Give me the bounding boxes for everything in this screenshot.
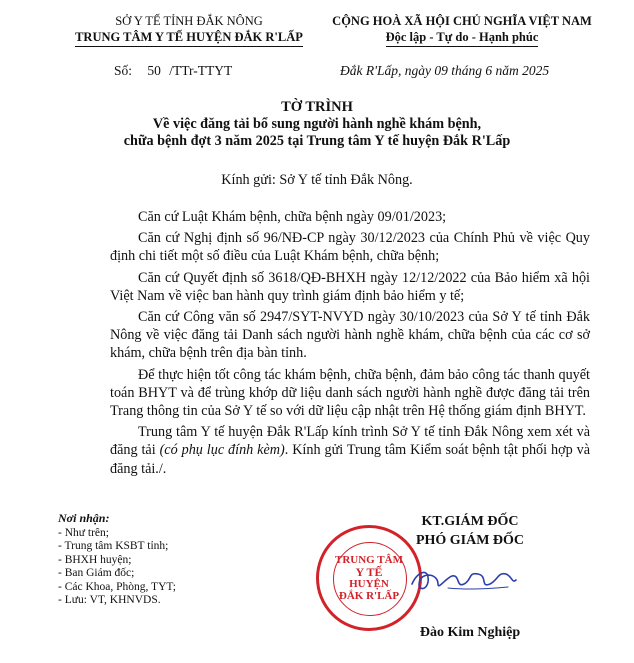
paragraph-6 xyxy=(110,423,590,478)
parent-agency: SỞ Y TẾ TỈNH ĐẮK NÔNG xyxy=(115,14,263,28)
subtitle-line-2: chữa bệnh đợt 3 năm 2025 tại Trung tâm Y tế huyện Đắk R'Lấp xyxy=(123,133,511,149)
recipient-item: - Các Khoa, Phòng, TYT; xyxy=(58,580,176,593)
paragraph-5: Để thực hiện tốt công tác khám bệnh, chữa bệnh, đảm bảo công tác thanh quyết toán BHYT và để trùng khớp dữ liệu danh sách người hành nghề được đăng tải trên Trang thông tin của Sở Y tế so với dữ liệu cập nhật trên Hệ thống giám định BHYT. xyxy=(110,366,590,420)
number-suffix: /TTr-TTYT xyxy=(169,63,233,78)
document-date: Đắk R'Lấp, ngày 09 tháng 6 năm 2025 xyxy=(340,63,550,78)
number-value: 50 xyxy=(147,63,161,78)
issuing-agency: TRUNG TÂM Y TẾ HUYỆN ĐẮK R'LẤP xyxy=(74,29,304,47)
document-subtitle xyxy=(20,116,614,150)
stamp-line-4: ĐẮK R'LẤP xyxy=(338,590,400,602)
handwritten-signature xyxy=(408,560,520,598)
document-number xyxy=(114,63,232,79)
document-title: TỜ TRÌNH xyxy=(281,99,353,115)
addressee: Kính gửi: Sở Y tế tỉnh Đắk Nông. xyxy=(221,172,413,188)
stamp-text xyxy=(319,554,419,602)
subtitle-line-1: Về việc đăng tải bổ sung người hành nghề khám bệnh, xyxy=(152,116,482,132)
number-label: Số: xyxy=(114,63,133,78)
stamp-line-2: Y TẾ xyxy=(355,565,383,579)
recipients-label: Nơi nhận: xyxy=(58,511,110,525)
stamp-line-1: TRUNG TÂM xyxy=(335,554,403,566)
national-title: CỘNG HOÀ XÃ HỘI CHỦ NGHĨA VIỆT NAM xyxy=(332,14,592,28)
national-header xyxy=(328,13,596,47)
document-body xyxy=(110,208,590,478)
official-stamp xyxy=(316,525,422,631)
signature-title-1: KT.GIÁM ĐỐC xyxy=(421,514,519,529)
agency-header xyxy=(74,13,304,47)
paragraph-2: Căn cứ Nghị định số 96/NĐ-CP ngày 30/12/2023 của Chính Phủ về việc Quy định chi tiết một số điều của Luật Khám bệnh, chữa bệnh; xyxy=(110,230,590,265)
paragraph-1: Căn cứ Luật Khám bệnh, chữa bệnh ngày 09/01/2023; xyxy=(138,209,447,225)
paragraph-3: Căn cứ Quyết định số 3618/QĐ-BHXH ngày 12/12/2022 của Bảo hiểm xã hội Việt Nam về việc ban hành quy trình giám định bảo hiểm y tế; xyxy=(110,269,590,304)
signer-name: Đào Kim Nghiệp xyxy=(419,625,521,640)
recipient-item: - Như trên; xyxy=(58,526,109,539)
recipient-item: - Lưu: VT, KHNVDS. xyxy=(58,594,161,606)
signature-title-2: PHÓ GIÁM ĐỐC xyxy=(415,533,525,548)
paragraph-4: Căn cứ Công văn số 2947/SYT-NVYD ngày 30/10/2023 của Sở Y tế tỉnh Đắk Nông về việc đăng tải Danh sách người hành nghề khám, chữa bệnh của các cơ sở khám, chữa bệnh trên địa bàn tỉnh. xyxy=(110,309,590,362)
paragraph-6-end: . Kính gửi Trung tâm Kiểm soát bệnh tật phối hợp và đăng tải./. xyxy=(110,442,590,477)
recipient-item: - Trung tâm KSBT tỉnh; xyxy=(58,540,169,552)
paragraph-6-italic: (có phụ lục đính kèm) xyxy=(159,442,285,459)
recipient-item: - BHXH huyện; xyxy=(58,553,132,566)
paragraph-6-text: Trung tâm Y tế huyện Đắk R'Lấp kính trình Sở Y tế tỉnh Đắk Nông xem xét và đăng tải xyxy=(110,424,590,459)
stamp-line-3: HUYỆN xyxy=(349,578,389,590)
national-motto: Độc lập - Tự do - Hạnh phúc xyxy=(328,29,596,47)
recipient-item: - Ban Giám đốc; xyxy=(58,567,135,579)
recipients xyxy=(58,512,258,608)
